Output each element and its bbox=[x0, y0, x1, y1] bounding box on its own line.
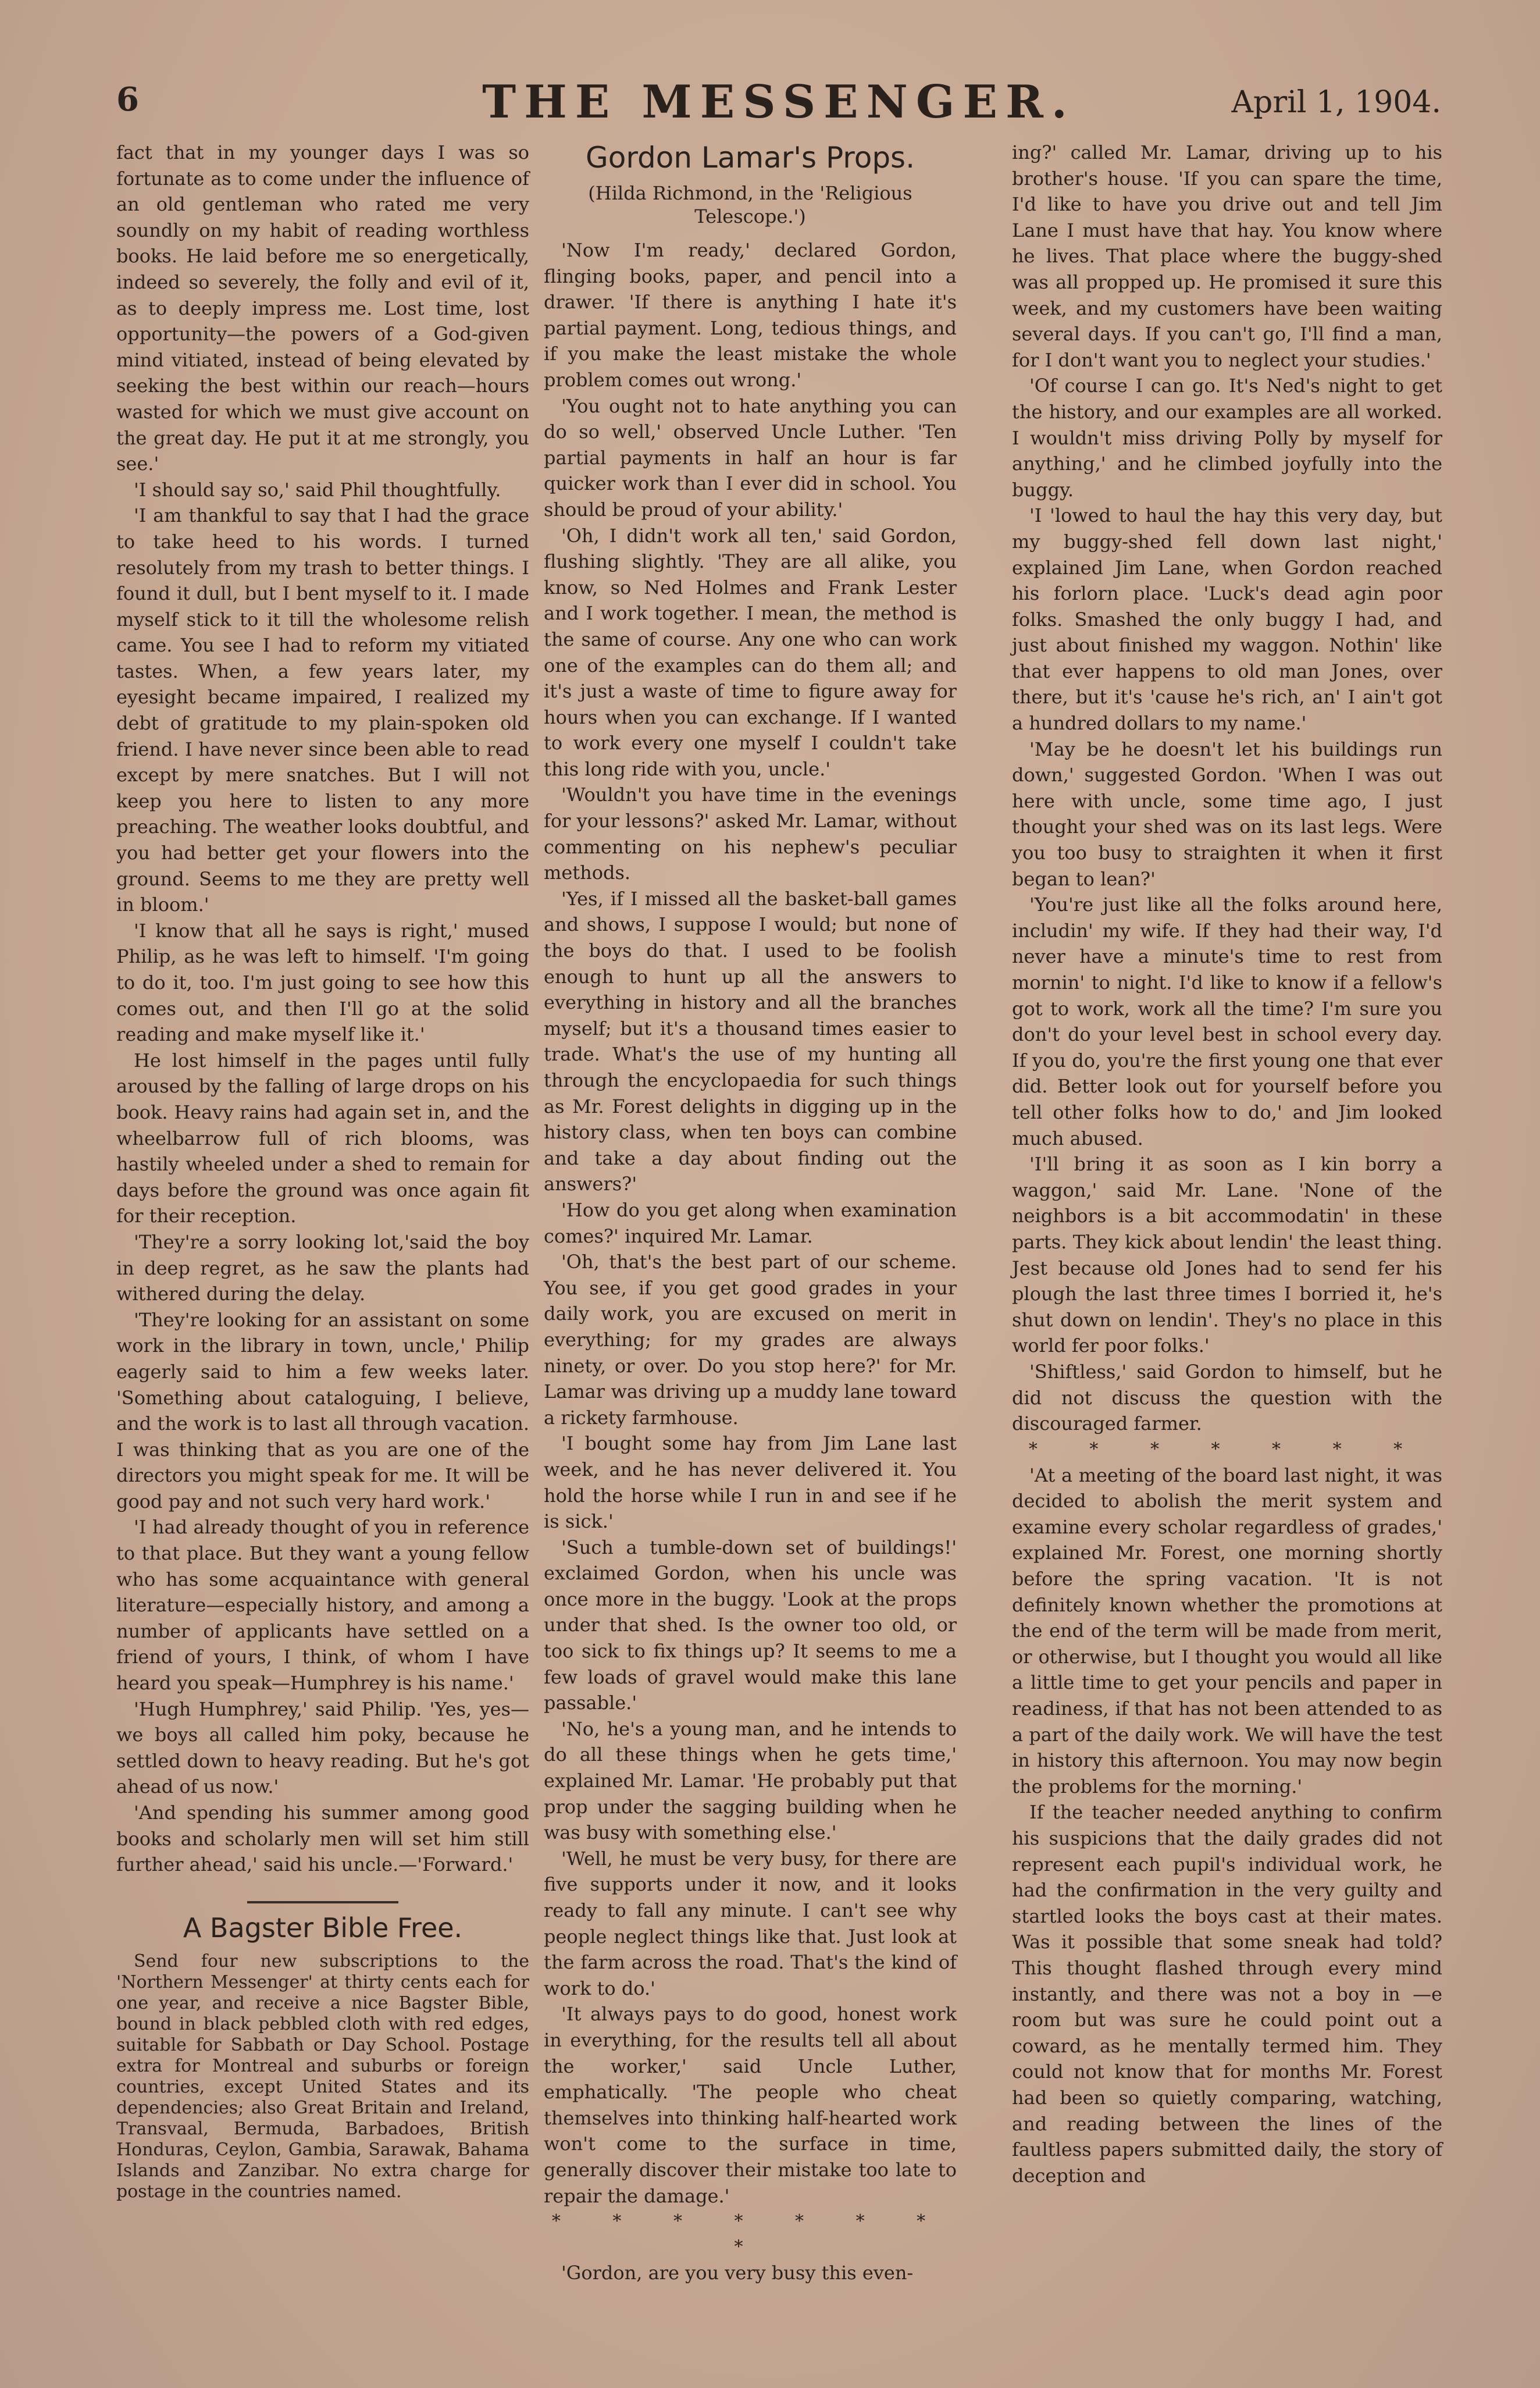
paper-name: THE MESSENGER. bbox=[482, 76, 1075, 129]
paragraph: 'They're a sorry looking lot,'said the boy in deep regret, as he saw the plants had withered during the delay. bbox=[116, 1230, 529, 1305]
paragraph: 'Wouldn't you have time in the evenings for your lessons?' asked Mr. Lamar, without commenting on his nephew's peculiar methods. bbox=[544, 784, 957, 884]
issue-date: April 1, 1904. bbox=[1231, 85, 1441, 120]
paragraph: fact that in my younger days I was so fortunate as to come under the influence of an old gentleman who rated me very soundly on my habit of reading worthless books. He laid before me so energetically, indeed so severely, the folly and evil of it, as to deeply impress me. Lost time, lost opportunity—the powers of a God-given mind vitiated, instead of being elevated by seeking the best within our reach—hours wasted for which we must give account on the great day. He put it at me strongly, you see.' bbox=[116, 141, 529, 475]
paragraph: 'Shiftless,' said Gordon to himself, but he did not discuss the question with the discouraged farmer. bbox=[1012, 1360, 1442, 1435]
section-break-stars: * * * * * * * bbox=[1028, 1439, 1426, 1460]
paragraph: 'How do you get along when examination comes?' inquired Mr. Lamar. bbox=[544, 1198, 957, 1247]
column-1 bbox=[116, 140, 529, 2341]
ad-title: A Bagster Bible Free. bbox=[183, 1912, 463, 1944]
column-3 bbox=[1012, 140, 1442, 2341]
paragraph: 'And spending his summer among good books and scholarly men will set him still further ahead,' said his uncle.—'Forward.' bbox=[116, 1802, 529, 1876]
paragraph: 'Gordon, are you very busy this even- bbox=[561, 2262, 914, 2284]
paragraph: 'May be he doesn't let his buildings run down,' suggested Gordon. 'When I was out here with uncle, some time ago, I just thought your shed was on its last legs. Were you too busy to straighten it when it first began to lean?' bbox=[1012, 738, 1442, 890]
paragraph: 'I 'lowed to haul the hay this very day, but my buggy-shed fell down last night,' explained Jim Lane, when Gordon reached his forlorn place. 'Luck's dead agin poor folks. Smashed the only buggy I had, and just about finished my waggon. Nothin' like that ever happens to old man Jones, over there, but it's 'cause he's rich, an' I ain't got a hundred dollars to my name.' bbox=[1012, 504, 1442, 735]
paragraph: 'I had already thought of you in reference to that place. But they want a young fellow who has some acquaintance with general literature—especially history, and among a number of applicants have settled on a friend of yours, I think, of whom I have heard you speak—Humphrey is his name.' bbox=[116, 1516, 529, 1695]
paragraph: 'Of course I can go. It's Ned's night to get the history, and our examples are all worked. I wouldn't miss driving Polly by myself for anything,' and he climbed joyfully into the buggy. bbox=[1012, 375, 1442, 501]
paragraph: 'At a meeting of the board last night, it was decided to abolish the merit system and examine every scholar regardless of grades,' explained Mr. Forest, one morning shortly before the spring vacation. 'It is not definitely known whether the promotions at the end of the term will be made from merit, or otherwise, but I thought you would all like a little time to get your pencils and paper in readiness, if that has not been attended to as a part of the daily work. We will have the test in history this afternoon. You may now begin the problems for the morning.' bbox=[1012, 1464, 1442, 1798]
paragraph: 'Now I'm ready,' declared Gordon, flinging books, paper, and pencil into a drawer. 'If there is anything I hate it's partial payment. Long, tedious things, and if you make the least mistake the whole problem comes out wrong.' bbox=[544, 239, 957, 391]
paragraph: If the teacher needed anything to confirm his suspicions that the daily grades did not represent each pupil's individual work, he had the confirmation in the very guilty and startled looks the boys cast at their mates. Was it possible that some sneak had told? This thought flashed through every mind instantly, and there was not a boy in —e room but was sure he could point out a coward, as he mentally termed him. They could not know that for months Mr. Forest had been so quietly comparing, watching, and reading between the lines of the faultless papers submitted daily, the story of deception and bbox=[1012, 1801, 1442, 2187]
column-2 bbox=[544, 140, 957, 2341]
page-number: 6 bbox=[116, 80, 139, 119]
section-divider bbox=[247, 1901, 398, 1903]
paragraph: 'Oh, that's the best part of our scheme. You see, if you get good grades in your daily work, you are excused on merit in everything; for my grades are always ninety, or over. Do you stop here?' for Mr. Lamar was driving up a muddy lane toward a rickety farmhouse. bbox=[544, 1251, 957, 1429]
paragraph: 'Hugh Humphrey,' said Philip. 'Yes, yes—we boys all called him poky, because he settled down to heavy reading. But he's got ahead of us now.' bbox=[116, 1697, 529, 1798]
paragraph: 'Oh, I didn't work all ten,' said Gordon, flushing slightly. 'They are all alike, you know, so Ned Holmes and Frank Lester and I work together. I mean, the method is the same of course. Any one who can work one of the examples can do them all; and it's just a waste of time to figure away for hours when you can exchange. If I wanted to work every one myself I couldn't take this long ride with you, uncle.' bbox=[544, 524, 957, 780]
paragraph: 'Well, he must be very busy, for there are five supports under it now, and it looks ready to fall any minute. I can't see why people neglect things like that. Just look at the farm across the road. That's the kind of work to do.' bbox=[544, 1847, 957, 1999]
paragraph: 'Yes, if I missed all the basket-ball games and shows, I suppose I would; but none of the boys do that. I used to be foolish enough to hunt up all the answers to everything in history and all the branches myself; but it's a thousand times easier to trade. What's the use of my hunting all through the encyclopaedia for such things as Mr. Forest delights in digging up in the history class, when ten boys can combine and take a day about finding out the answers?' bbox=[544, 887, 957, 1195]
paragraph: ing?' called Mr. Lamar, driving up to his brother's house. 'If you can spare the time, I'd like to have you drive out and tell Jim Lane I must have that hay. You know where he lives. That place where the buggy-shed was all propped up. He promised it sure this week, and my customers have been waiting several days. If you can't go, I'll find a man, for I don't want you to neglect your studies.' bbox=[1012, 141, 1442, 371]
paragraph: 'You ought not to hate anything you can do so well,' observed Uncle Luther. 'Ten partial payments in half an hour is far quicker work than I ever did in school. You should be proud of your ability.' bbox=[544, 394, 957, 521]
paragraph: 'I am thankful to say that I had the grace to take heed to his words. I turned resolutely from my trash to better things. I found it dull, but I bent myself to it. I made myself stick to it till the wholesome relish came. You see I had to reform my vitiated tastes. When, a few years later, my eyesight became impaired, I realized my debt of gratitude to my plain-spoken old friend. I have never since been able to read except by mere snatches. But I will not keep you here to listen to any more preaching. The weather looks doubtful, and you had better get your flowers into the ground. Seems to me they are pretty well in bloom.' bbox=[116, 504, 529, 916]
paragraph: 'I bought some hay from Jim Lane last week, and he has never delivered it. You hold the horse while I run in and see if he is sick.' bbox=[544, 1432, 957, 1533]
section-break-stars: * * * * * * * * bbox=[551, 2211, 949, 2258]
article-title: Gordon Lamar's Props. bbox=[585, 141, 915, 175]
paragraph: 'I'll bring it as soon as I kin borry a waggon,' said Mr. Lane. 'None of the neighbors is a bit accommodatin' in these parts. They kick about lendin' the least thing. Jest because old Jones had to send fer his plough the last three times I borried it, he's shut down on lendin'. They's no place in this world fer poor folks.' bbox=[1012, 1153, 1442, 1357]
paragraph: 'It always pays to do good, honest work in everything, for the results tell all about the worker,' said Uncle Luther, emphatically. 'The people who cheat themselves into thinking half-hearted work won't come to the surface in time, generally discover their mistake too late to repair the damage.' bbox=[544, 2003, 957, 2207]
paragraph: 'You're just like all the folks around here, includin' my wife. If they had their way, I'd never have a minute's time to rest from mornin' to night. I'd like to know if a fellow's got to work, work all the time? I'm sure you don't do your level best in school every day. If you do, you're the first young one that ever did. Better look out for yourself before you tell other folks how to do,' and Jim looked much abused. bbox=[1012, 894, 1442, 1149]
paragraph: 'They're looking for an assistant on some work in the library in town, uncle,' Philip eagerly said to him a few weeks later. 'Something about cataloguing, I believe, and the work is to last all through vacation. I was thinking that as you are one of the directors you might speak for me. It will be good pay and not such very hard work.' bbox=[116, 1308, 529, 1512]
paragraph: 'I should say so,' said Phil thoughtfully. bbox=[134, 478, 501, 501]
masthead bbox=[116, 70, 1441, 134]
paragraph: 'I know that all he says is right,' mused Philip, as he was left to himself. 'I'm going to do it, too. I'm just going to see how this comes out, and then I'll go at the solid reading and make myself like it.' bbox=[116, 919, 529, 1046]
ad-body: Send four new subscriptions to the 'Northern Messenger' at thirty cents each for one year, and receive a nice Bagster Bible, bound in black pebbled cloth with red edges, suitable for Sabbath or Day School. Postage extra for Montreal and suburbs or foreign countries, except United States and its dependencies; also Great Britain and Ireland, Transvaal, Bermuda, Barbadoes, British Honduras, Ceylon, Gambia, Sarawak, Bahama Islands and Zanzibar. No extra charge for postage in the countries named. bbox=[116, 1951, 529, 2202]
paragraph: He lost himself in the pages until fully aroused by the falling of large drops on his book. Heavy rains had again set in, and the wheelbarrow full of rich blooms, was hastily wheeled under a shed to remain for days before the ground was once again fit for their reception. bbox=[116, 1049, 529, 1227]
paragraph: 'No, he's a young man, and he intends to do all these things when he gets time,' explained Mr. Lamar. 'He probably put that prop under the sagging building when he was busy with something else.' bbox=[544, 1717, 957, 1844]
paragraph: 'Such a tumble-down set of buildings!' exclaimed Gordon, when his uncle was once more in the buggy. 'Look at the props under that shed. Is the owner too old, or too sick to fix things up? It seems to me a few loads of gravel would make this lane passable.' bbox=[544, 1536, 957, 1714]
article-byline: (Hilda Richmond, in the 'Religious Telescope.') bbox=[588, 182, 912, 227]
